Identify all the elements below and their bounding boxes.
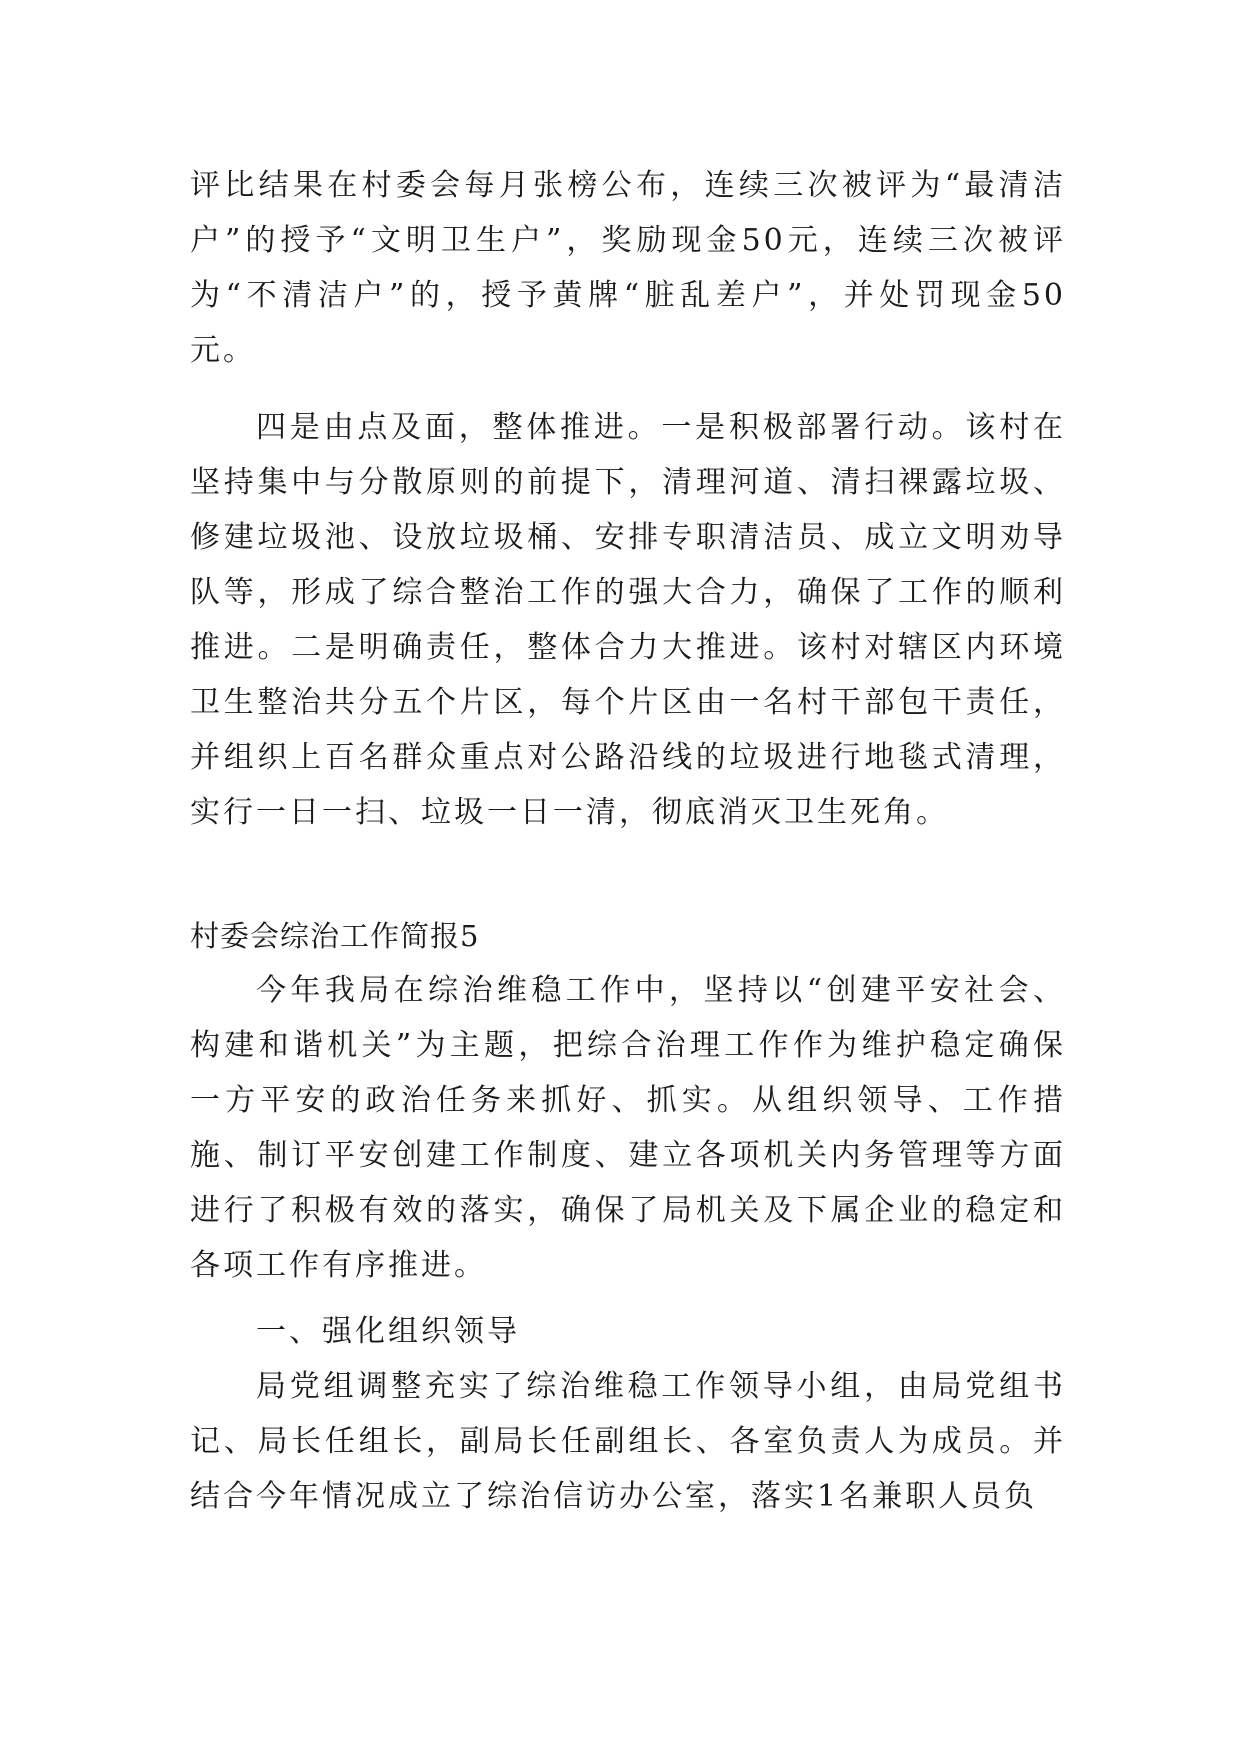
paragraph-evaluation-results: 评比结果在村委会每月张榜公布，连续三次被评为“最清洁户”的授予“文明卫生户”，奖励现金50元，连续三次被评为“不清洁户”的，授予黄牌“脏乱差户”，并处罚现金50元。	[190, 168, 1066, 368]
subheading-organization: 一、强化组织领导	[256, 1314, 520, 1349]
paragraph-leadership-group: 局党组调整充实了综治维稳工作领导小组，由局党组书记、局长任组长，副局长任副组长、各室负责人为成员。并结合今年情况成立了综治信访办公室，落实1名兼职人员负	[190, 1369, 1066, 1514]
paragraph-point-four: 四是由点及面，整体推进。一是积极部署行动。该村在坚持集中与分散原则的前提下，清理河道、清扫裸露垃圾、修建垃圾池、设放垃圾桶、安排专职清洁员、成立文明劝导队等，形成了综合整治工作的强大合力，确保了工作的顺利推进。二是明确责任，整体合力大推进。该村对辖区内环境卫生整治共分五个片区，每个片区由一名村干部包干责任，并组织上百名群众重点对公路沿线的垃圾进行地毯式清理，实行一日一扫、垃圾一日一清，彻底消灭卫生死角。	[190, 410, 1066, 830]
paragraph-intro: 今年我局在综治维稳工作中，坚持以“创建平安社会、构建和谐机关”为主题，把综合治理工作作为维护稳定确保一方平安的政治任务来抓好、抓实。从组织领导、工作措施、制订平安创建工作制度、建立各项机关内务管理等方面进行了积极有效的落实，确保了局机关及下属企业的稳定和各项工作有序推进。	[190, 973, 1066, 1283]
section-heading: 村委会综治工作简报5	[190, 919, 480, 953]
